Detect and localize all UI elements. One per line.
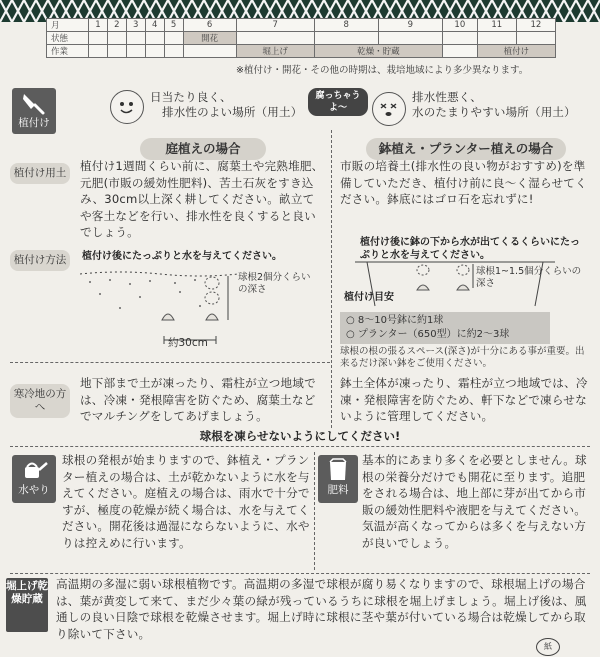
watering-text: 球根の発根が始まりますので、鉢植え・プランター植えの場合は、土が乾かないように水を与えてください。庭植えの場合は、雨水で十分ですが、極度の乾燥が続く場合は、水を与えてください。開花後は過湿にならないように、水やりは控えめに行います。 (62, 453, 310, 550)
pot-guide-item: ○ 8～10号鉢に約1球 (346, 315, 444, 326)
pot-note: 球根の根の張るスペース(深さ)が十分にある事が重要。出来るだけ深い鉢をご使用ください。 (340, 346, 585, 369)
pot-depth-label: 球根1~1.5個分くらいの深さ (476, 266, 582, 289)
fertilizer-label: 肥料 (327, 484, 349, 496)
watering-label: 水やり (18, 484, 50, 496)
calendar-note: ※植付け・開花・その他の時期は、栽培地域により多少異なります。 (236, 65, 529, 76)
pot-guide-label: 植付け目安 (344, 292, 394, 303)
garden-method-label: 植付け方法 (10, 250, 70, 271)
pot-instruction: 植付け後に鉢の下から水が出てくるくらいにたっぷりと水を与えてください。 (360, 237, 580, 261)
trowel-icon (21, 91, 47, 115)
planting-badge (12, 88, 56, 134)
bad-place-text (412, 90, 576, 120)
month-cell: 4 (145, 19, 164, 32)
freeze-warning: 球根を凍らせないようにしてください! (199, 429, 401, 443)
work-dry: 乾燥・貯蔵 (314, 45, 442, 58)
month-cell: 1 (89, 19, 108, 32)
garden-planting-diagram (80, 262, 238, 358)
garden-soil-label: 植付け用土 (10, 163, 70, 184)
pot-cold-text: 鉢土全体が凍ったり、霜柱が立つ地域では、冷凍・発根障害を防ぐため、軒下などで凍らせないように管理してください。 (340, 376, 588, 423)
month-cell: 8 (314, 19, 378, 32)
work-plant: 植付け (477, 45, 555, 58)
sad-bulb-icon (372, 92, 406, 126)
bad-place-line1: 排水性悪く、 (412, 90, 482, 104)
storage-divider (10, 573, 590, 574)
month-cell: 7 (236, 19, 314, 32)
month-cell: 11 (477, 19, 516, 32)
garden-depth-label: 球根2個分くらいの深さ (238, 272, 311, 295)
paper-recycle-mark: 紙 (536, 638, 560, 656)
garden-divider (10, 362, 330, 363)
storage-text: 高温期の多湿に弱い球根植物です。高温期の多湿で球根が腐り易くなりますので、球根堀上げの場合は、葉が黄変して来て、まだ少々葉の緑が残っているうちに球根を堀上げましょう。堀上げ後は、風通しの良い日陰で球根を乾燥させます。堀上げ時に球根に茎や葉が付いている場合は乾燥してから取り除いて下さい。 (56, 577, 587, 641)
calendar-work-row (47, 45, 556, 58)
garden-instruction: 植付け後にたっぷりと水を与えてください。 (82, 251, 282, 262)
bad-place-speech: 腐っちゃうよ～ (308, 88, 368, 116)
calendar-status-header: 状態 (47, 32, 89, 45)
fertilizer-badge (318, 455, 358, 503)
good-place-line2: 排水性のよい場所（用土） (162, 105, 303, 119)
pot-guide-box (340, 312, 550, 344)
calendar-month-row (47, 19, 556, 32)
happy-bulb-icon (110, 90, 144, 124)
pot-guide-item: ○ プランター（650型）に約2～3球 (346, 329, 510, 340)
pot-title: 鉢植え・プランター植えの場合 (366, 138, 566, 160)
watering-badge (12, 455, 56, 503)
calendar-month-header: 月 (47, 19, 89, 32)
good-place-line1: 日当たり良く、 (150, 90, 232, 104)
month-cell: 2 (107, 19, 126, 32)
garden-soil-text: 植付け1週間くらい前に、腐葉土や完熟堆肥、元肥(市販の緩効性肥料)、苦土石灰をすき込み、30cm以上深く耕してください。畝立てや客土などを行い、排水性を良くすると良いでしょう。 (80, 159, 324, 239)
month-cell: 10 (442, 19, 477, 32)
planting-badge-label: 植付け (18, 117, 50, 129)
month-cell: 5 (164, 19, 183, 32)
storage-label: 堀上げ乾燥貯蔵 (6, 578, 48, 632)
fertilizer-bag-icon (327, 458, 349, 482)
calendar-work-header: 作業 (47, 45, 89, 58)
fertilizer-text: 基本的にあまり多くを必要としません。球根の栄養分だけでも開花に至ります。追肥をされる場合は、地上部に芽が出てから市販の緩効性肥料や液肥を与えてください。気温が高くなってからは多くを与えない方が良いでしょう。 (362, 453, 587, 550)
garden-spacing-label: 約30cm (168, 337, 208, 349)
calendar-status-row (47, 32, 556, 45)
pot-soil-text: 市販の培養土(排水性の良い物がおすすめ)を準備していただき、植付け前に良～く湿らせてください。鉢底にはゴロ石を忘れずに! (340, 159, 587, 206)
bottom-divider (314, 452, 315, 570)
good-place-text (150, 90, 302, 120)
month-cell: 9 (378, 19, 442, 32)
watering-can-icon (19, 458, 49, 482)
garden-title: 庭植えの場合 (140, 138, 266, 160)
month-cell: 6 (183, 19, 236, 32)
garden-cold-text: 地下部まで土が凍ったり、霜柱が立つ地域では、冷凍・発根障害を防ぐため、腐葉土などでマルチングをしてあげましょう。 (80, 376, 316, 423)
month-cell: 3 (126, 19, 145, 32)
cold-region-label: 寒冷地の方へ (10, 384, 70, 418)
month-cell: 12 (516, 19, 555, 32)
column-divider (331, 130, 332, 428)
work-dig: 堀上げ (236, 45, 314, 58)
warning-divider (10, 446, 590, 447)
status-flowering: 開花 (183, 32, 236, 45)
bad-place-line2: 水のたまりやすい場所（用土） (412, 105, 576, 119)
planting-calendar (46, 18, 556, 58)
